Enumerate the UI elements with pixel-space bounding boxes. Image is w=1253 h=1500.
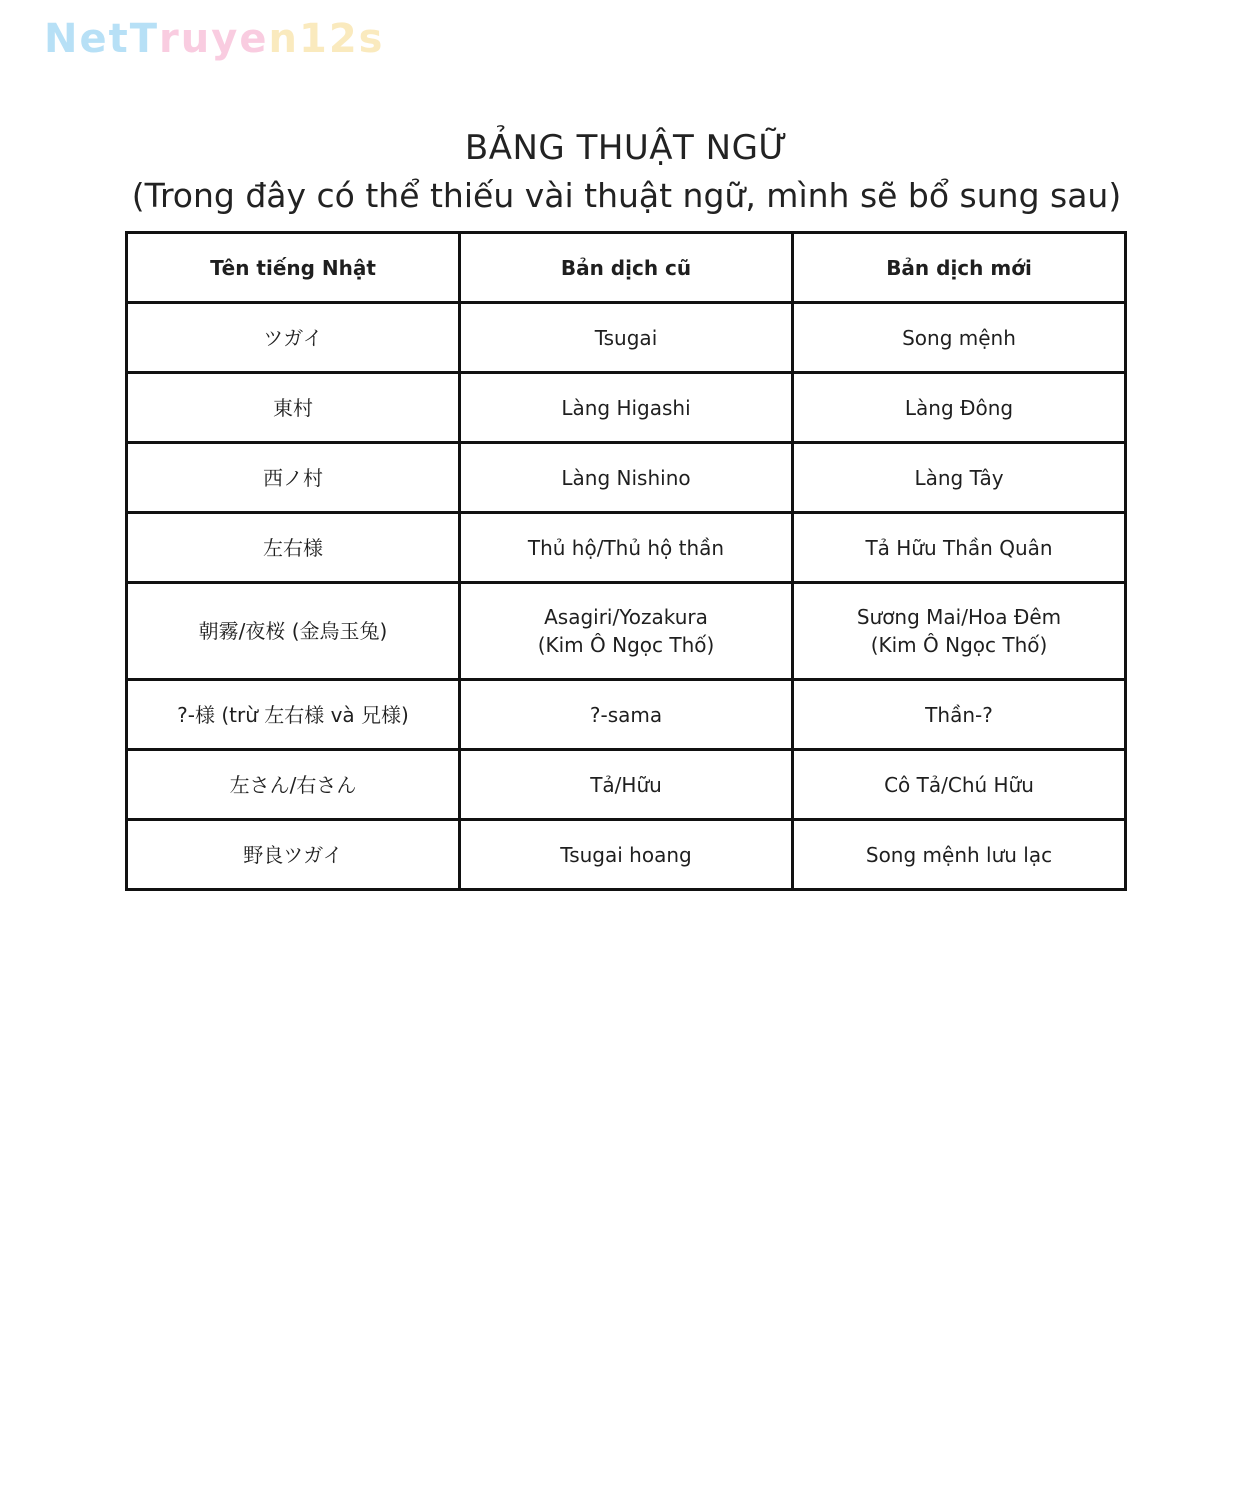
glossary-table [125,231,1127,891]
cell-text-line: (Kim Ô Ngọc Thố) [537,633,715,657]
cell-old-translation [460,750,793,820]
cell-text-line: Tả Hữu Thần Quân [865,535,1053,560]
cell-text-line: Làng Nishino [561,465,691,490]
table-row [127,443,1126,513]
cell-japanese-term: 朝霧/夜桜 (金烏玉兔) [127,583,460,680]
table-row [127,820,1126,890]
cell-text-line: Làng Đông [904,395,1014,420]
cell-new-translation [793,513,1126,583]
cell-text-line: Tsugai hoang [560,842,692,867]
table-row [127,583,1126,680]
cell-text-line: (Kim Ô Ngọc Thố) [870,633,1048,657]
cell-text-line: Asagiri/Yozakura [544,605,708,629]
cell-text-line: ?-sama [589,702,663,727]
column-header-new-translation: Bản dịch mới [793,233,1126,303]
table-row [127,680,1126,750]
cell-new-translation [793,583,1126,680]
cell-new-translation [793,373,1126,443]
cell-old-translation [460,583,793,680]
cell-japanese-term: 西ノ村 [127,443,460,513]
cell-new-translation [793,443,1126,513]
cell-text-line: Tsugai [594,325,658,350]
cell-text-line: Tả/Hữu [590,772,662,797]
cell-text-line: Thần-? [925,702,993,727]
cell-text-line: Thủ hộ/Thủ hộ thần [527,535,725,560]
cell-old-translation [460,680,793,750]
glossary-table-body [127,303,1126,890]
column-header-japanese: Tên tiếng Nhật [127,233,460,303]
cell-new-translation [793,750,1126,820]
cell-old-translation [460,820,793,890]
cell-japanese-term: 左さん/右さん [127,750,460,820]
page-subtitle: (Trong đây có thể thiếu vài thuật ngữ, mình sẽ bổ sung sau) [131,176,1122,215]
table-row [127,750,1126,820]
cell-text-line: Cô Tả/Chú Hữu [884,772,1034,797]
cell-new-translation [793,303,1126,373]
cell-old-translation [460,443,793,513]
cell-japanese-term: 野良ツガイ [127,820,460,890]
site-watermark-logo: NetTruyen12s [44,16,385,62]
cell-new-translation [793,680,1126,750]
cell-old-translation [460,303,793,373]
cell-japanese-term: 左右様 [127,513,460,583]
table-row [127,303,1126,373]
page-title-block [0,124,1253,220]
cell-text-line: Song mệnh lưu lạc [865,842,1053,867]
cell-new-translation [793,820,1126,890]
cell-japanese-term: 東村 [127,373,460,443]
page-title: BẢNG THUẬT NGỮ [464,128,789,168]
cell-text-line: Làng Tây [914,465,1004,490]
cell-old-translation [460,513,793,583]
table-row [127,373,1126,443]
table-header-row [127,233,1126,303]
cell-text-line: Sương Mai/Hoa Đêm [856,605,1062,629]
cell-japanese-term: ツガイ [127,303,460,373]
table-row [127,513,1126,583]
cell-japanese-term: ?-様 (trừ 左右様 và 兄様) [127,680,460,750]
cell-old-translation [460,373,793,443]
cell-text-line: Làng Higashi [561,395,691,420]
column-header-old-translation: Bản dịch cũ [460,233,793,303]
cell-text-line: Song mệnh [902,325,1016,350]
